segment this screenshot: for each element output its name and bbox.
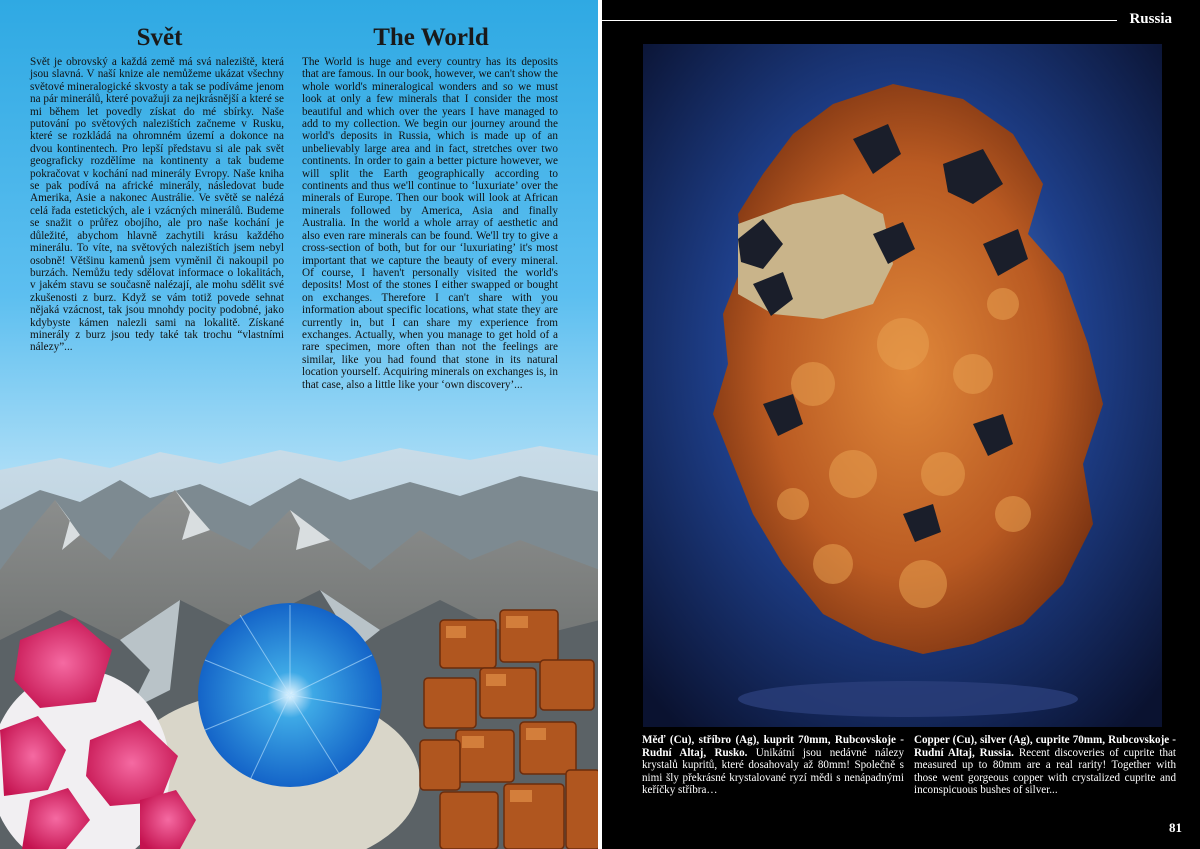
czech-title: Svět (136, 24, 183, 51)
caption-english-heading: Copper (Cu), silver (Ag), cuprite 70mm, Rubcovskoje - Rudní Altaj, Russia. (914, 734, 1176, 759)
right-page (602, 0, 1200, 849)
section-title: Russia (1129, 11, 1172, 27)
czech-body-text: Svět je obrovský a každá země má svá naleziště, která jsou slavná. V naší knize ale nemůžeme ukázat všechny světové mineralogické skvosty a tak se podíváme jenom na pár minerálů, které považuji za nejkrásnější a které se mi během let povedly získat do mé sbírky. Naše putování po světových nalezištích začneme v Rusku, které se rozkládá na ohromném území a dokonce na dvou kontinentech. Pro lepší představu si ale pak svět geograficky rozdělíme na kontinenty a tak budeme pokračovat v kochání nad minerály Evropy. Naše kniha se pak podívá na africké minerály, následovat bude Amerika, Asie a nakonec Austrálie. Ve světě se nalézá celá řada estetických, ale i vzácných minerálů. Budeme se snažit o průřez obojího, ale pro naše kochání je důležité, abychom hlavně zachytili krásu každého minerálu. To víte, na světových nalezištích jsem nebyl osobně! Většinu kamenů jsem vyměnil či nakoupil po burzách. Nemůžu tedy sdělovat informace o lokalitách, v jakém stavu se současně nalézají, ale mohu sdělit své zkušenosti z burz. Když se vám totiž povede sehnat nějaká vzácnost, tak jsou mnohdy pocity podobné, jako kdybyste kámen nalezli sami na lokalitě. Získané minerály z burz jsou tedy také tak trochu “vlastními nálezy”... (30, 56, 284, 354)
caption-czech-heading: Měď (Cu), stříbro (Ag), kuprit 70mm, Rubcovskoje - Rudní Altaj, Rusko. (642, 734, 904, 759)
page-number: 81 (1169, 820, 1182, 835)
caption-english-text: Recent discoveries of cuprite that measured up to 80mm are a real rarity! Together with those went gorgeous copper with crystalized cuprite and inconspicuous bushes of silver... (914, 746, 1177, 797)
english-body-text: The World is huge and every country has its deposits that are famous. In our book, however, we can't show the whole world's mineralogical wonders and so we must look at only a few minerals that I consider the most beautiful and which over the years I have managed to add to my collection. We begin our journey around the world's deposits in Russia, which is made up of an unbelievably large area and in fact, stretches over two continents. In order to gain a better picture however, we will split the Earth geographically according to continents and thus we'll continue to ‘luxuriate’ over the minerals of Europe. Then our book will look at African minerals followed by America, Asia and finally Australia. In the world a whole array of aesthetic and also even rare minerals can be found. We'll try to give a cross-section of both, but for our ‘luxuriating’ it's most important that we capture the beauty of every mineral. Of course, I haven't personally visited the world's deposits! Most of the stones I either swapped or bought on exchanges. Therefore I can't share with you information about specific locations, what state they are currently in, but I can share my experience from exchanges. Actually, when you manage to get hold of a rare specimen, more often than not the feelings are similar, like you had found that stone in its natural location yourself. Acquiring minerals on exchanges is, in that case, also a little like your ‘own discovery’... (302, 56, 558, 391)
english-title: The World (373, 24, 489, 51)
section-rule (602, 20, 1117, 21)
mountain-minerals-photo (0, 440, 600, 849)
copper-specimen-photo (643, 44, 1162, 727)
caption-english (914, 734, 1176, 797)
caption-czech-text: Unikátní jsou nedávné nálezy krystalů kupritů, které dosahovaly až 80mm! Společně s nimi šly překrásné krystalované ryzí mědi s nenápadnými keříčky stříbra… (642, 746, 904, 797)
caption-czech (642, 734, 904, 797)
